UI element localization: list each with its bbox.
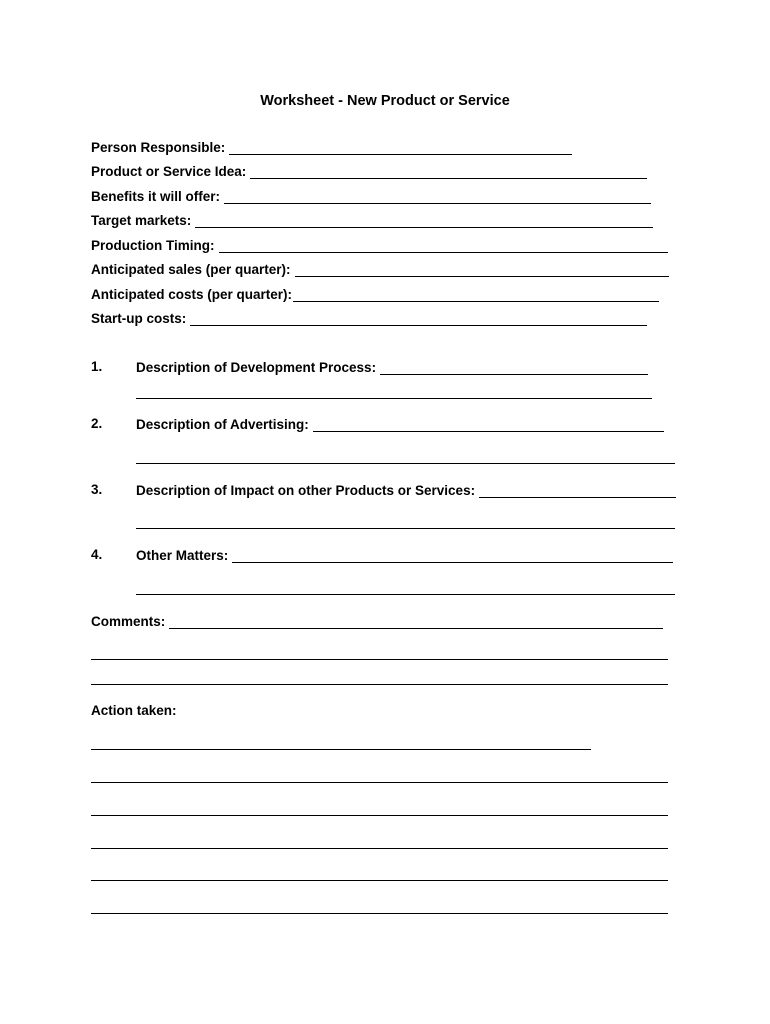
production-timing-field[interactable] — [91, 235, 668, 253]
startup-costs-field[interactable] — [91, 308, 647, 326]
action-taken-line-5[interactable] — [91, 880, 668, 881]
comments-label: Comments: — [91, 614, 166, 629]
comments-line-2[interactable] — [91, 659, 668, 660]
comments-line-3[interactable] — [91, 684, 668, 685]
benefits-line[interactable] — [224, 191, 651, 204]
impact-field[interactable] — [136, 480, 676, 498]
item-3-number: 3. — [91, 482, 103, 497]
development-process-line[interactable] — [380, 362, 648, 375]
target-markets-label: Target markets: — [91, 213, 192, 228]
action-taken-line-3[interactable] — [91, 815, 668, 816]
anticipated-costs-line[interactable] — [293, 289, 659, 302]
item-2-number: 2. — [91, 416, 103, 431]
person-responsible-field[interactable] — [91, 137, 572, 155]
startup-costs-line[interactable] — [190, 313, 647, 326]
page-title: Worksheet - New Product or Service — [260, 93, 510, 109]
target-markets-field[interactable] — [91, 210, 653, 228]
advertising-label: Description of Advertising: — [136, 417, 309, 432]
impact-line[interactable] — [479, 485, 676, 498]
other-matters-line-2[interactable] — [136, 594, 675, 595]
other-matters-label: Other Matters: — [136, 548, 229, 563]
other-matters-line[interactable] — [232, 550, 673, 563]
advertising-field[interactable] — [136, 414, 664, 432]
product-idea-line[interactable] — [250, 166, 647, 179]
impact-label: Description of Impact on other Products or Services: — [136, 483, 476, 498]
action-taken-line-2[interactable] — [91, 782, 668, 783]
action-taken-line-6[interactable] — [91, 913, 668, 914]
target-markets-line[interactable] — [195, 215, 653, 228]
benefits-field[interactable] — [91, 186, 651, 204]
comments-field[interactable] — [91, 611, 663, 629]
action-taken-label: Action taken: — [91, 703, 177, 718]
startup-costs-label: Start-up costs: — [91, 311, 187, 326]
anticipated-costs-field[interactable] — [91, 284, 659, 302]
advertising-line-2[interactable] — [136, 463, 675, 464]
product-idea-field[interactable] — [91, 161, 647, 179]
impact-line-2[interactable] — [136, 528, 675, 529]
production-timing-label: Production Timing: — [91, 238, 215, 253]
benefits-label: Benefits it will offer: — [91, 189, 221, 204]
action-taken-line-4[interactable] — [91, 848, 668, 849]
product-idea-label: Product or Service Idea: — [91, 164, 247, 179]
person-responsible-label: Person Responsible: — [91, 140, 226, 155]
advertising-line[interactable] — [313, 419, 664, 432]
anticipated-sales-field[interactable] — [91, 259, 669, 277]
production-timing-line[interactable] — [219, 240, 669, 253]
anticipated-costs-label: Anticipated costs (per quarter): — [91, 287, 293, 302]
item-4-number: 4. — [91, 547, 103, 562]
anticipated-sales-line[interactable] — [295, 264, 669, 277]
development-process-field[interactable] — [136, 357, 648, 375]
item-1-number: 1. — [91, 359, 103, 374]
other-matters-field[interactable] — [136, 545, 673, 563]
comments-line[interactable] — [169, 616, 663, 629]
person-responsible-line[interactable] — [229, 142, 572, 155]
development-process-line-2[interactable] — [136, 398, 652, 399]
anticipated-sales-label: Anticipated sales (per quarter): — [91, 262, 291, 277]
development-process-label: Description of Development Process: — [136, 360, 377, 375]
action-taken-line-1[interactable] — [91, 749, 591, 750]
